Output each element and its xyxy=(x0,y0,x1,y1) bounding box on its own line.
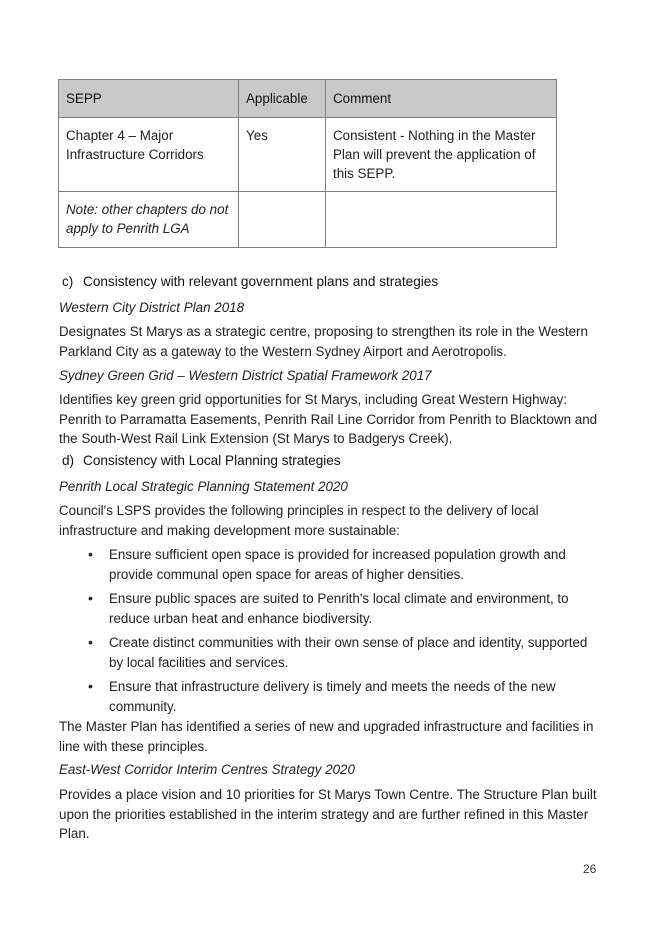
list-item: • Ensure sufficient open space is provided for increased population growth and provide communal open space for areas of higher densities. xyxy=(88,545,588,584)
header-sepp: SEPP xyxy=(59,80,239,118)
section-d-subheading-2: East-West Corridor Interim Centres Strategy 2020 xyxy=(59,762,355,777)
cell-sepp: Chapter 4 – Major Infrastructure Corridors xyxy=(59,118,239,192)
note-label: Note xyxy=(66,202,95,217)
table-row xyxy=(59,192,557,248)
header-applicable: Applicable xyxy=(239,80,326,118)
section-c-label: c) xyxy=(62,274,74,289)
header-comment: Comment xyxy=(326,80,557,118)
cell-comment: Consistent - Nothing in the Master Plan will prevent the application of this SEPP. xyxy=(326,118,557,192)
table-row xyxy=(59,118,557,192)
cell-note xyxy=(59,192,239,248)
list-item: • Ensure that infrastructure delivery is timely and meets the needs of the new community. xyxy=(88,677,588,716)
section-d-subheading-1: Penrith Local Strategic Planning Statement 2020 xyxy=(59,479,348,494)
cell-applicable: Yes xyxy=(239,118,326,192)
section-d-paragraph-2: The Master Plan has identified a series of new and upgraded infrastructure and facilities in line with these principles. xyxy=(59,719,594,754)
principles-list xyxy=(88,545,588,721)
list-item: • Ensure public spaces are suited to Penrith's local climate and environment, to reduce urban heat and enhance biodiversity. xyxy=(88,589,588,628)
section-c-subheading-2: Sydney Green Grid – Western District Spatial Framework 2017 xyxy=(59,368,432,383)
section-d-label: d) xyxy=(62,453,75,468)
section-c-paragraph-1: Designates St Marys as a strategic centre, proposing to strengthen its role in the Western Parkland City as a gateway to the Western Sydney Airport and Aerotropolis. xyxy=(59,324,588,359)
section-c-title: Consistency with relevant government plans and strategies xyxy=(83,274,439,289)
section-d-heading xyxy=(62,453,341,468)
section-c-paragraph-2: Identifies key green grid opportunities for St Marys, including Great Western Highway: Penrith to Parramatta Easements, Penrith Rail Line Corridor from Penrith to Blacktown and the South-West Rail Link Extension (St Marys to Badgerys Creek). xyxy=(59,392,598,446)
cell-comment-empty xyxy=(326,192,557,248)
note-text: : other chapters do not apply to Penrith LGA xyxy=(66,202,229,236)
page-number: 26 xyxy=(583,862,597,876)
section-d-paragraph-3: Provides a place vision and 10 priorities for St Marys Town Centre. The Structure Plan built upon the priorities established in the interim strategy and are further refined in this Master Plan. xyxy=(59,787,597,841)
section-c-heading xyxy=(62,274,438,289)
list-item: • Create distinct communities with their own sense of place and identity, supported by local facilities and services. xyxy=(88,633,588,672)
sepp-table xyxy=(58,79,557,248)
section-d-paragraph-1: Council's LSPS provides the following principles in respect to the delivery of local infrastructure and making development more sustainable: xyxy=(59,503,539,538)
section-c-subheading-1: Western City District Plan 2018 xyxy=(59,300,245,315)
table-header-row xyxy=(59,80,557,118)
section-d-title: Consistency with Local Planning strategies xyxy=(83,453,341,468)
cell-applicable-empty xyxy=(239,192,326,248)
